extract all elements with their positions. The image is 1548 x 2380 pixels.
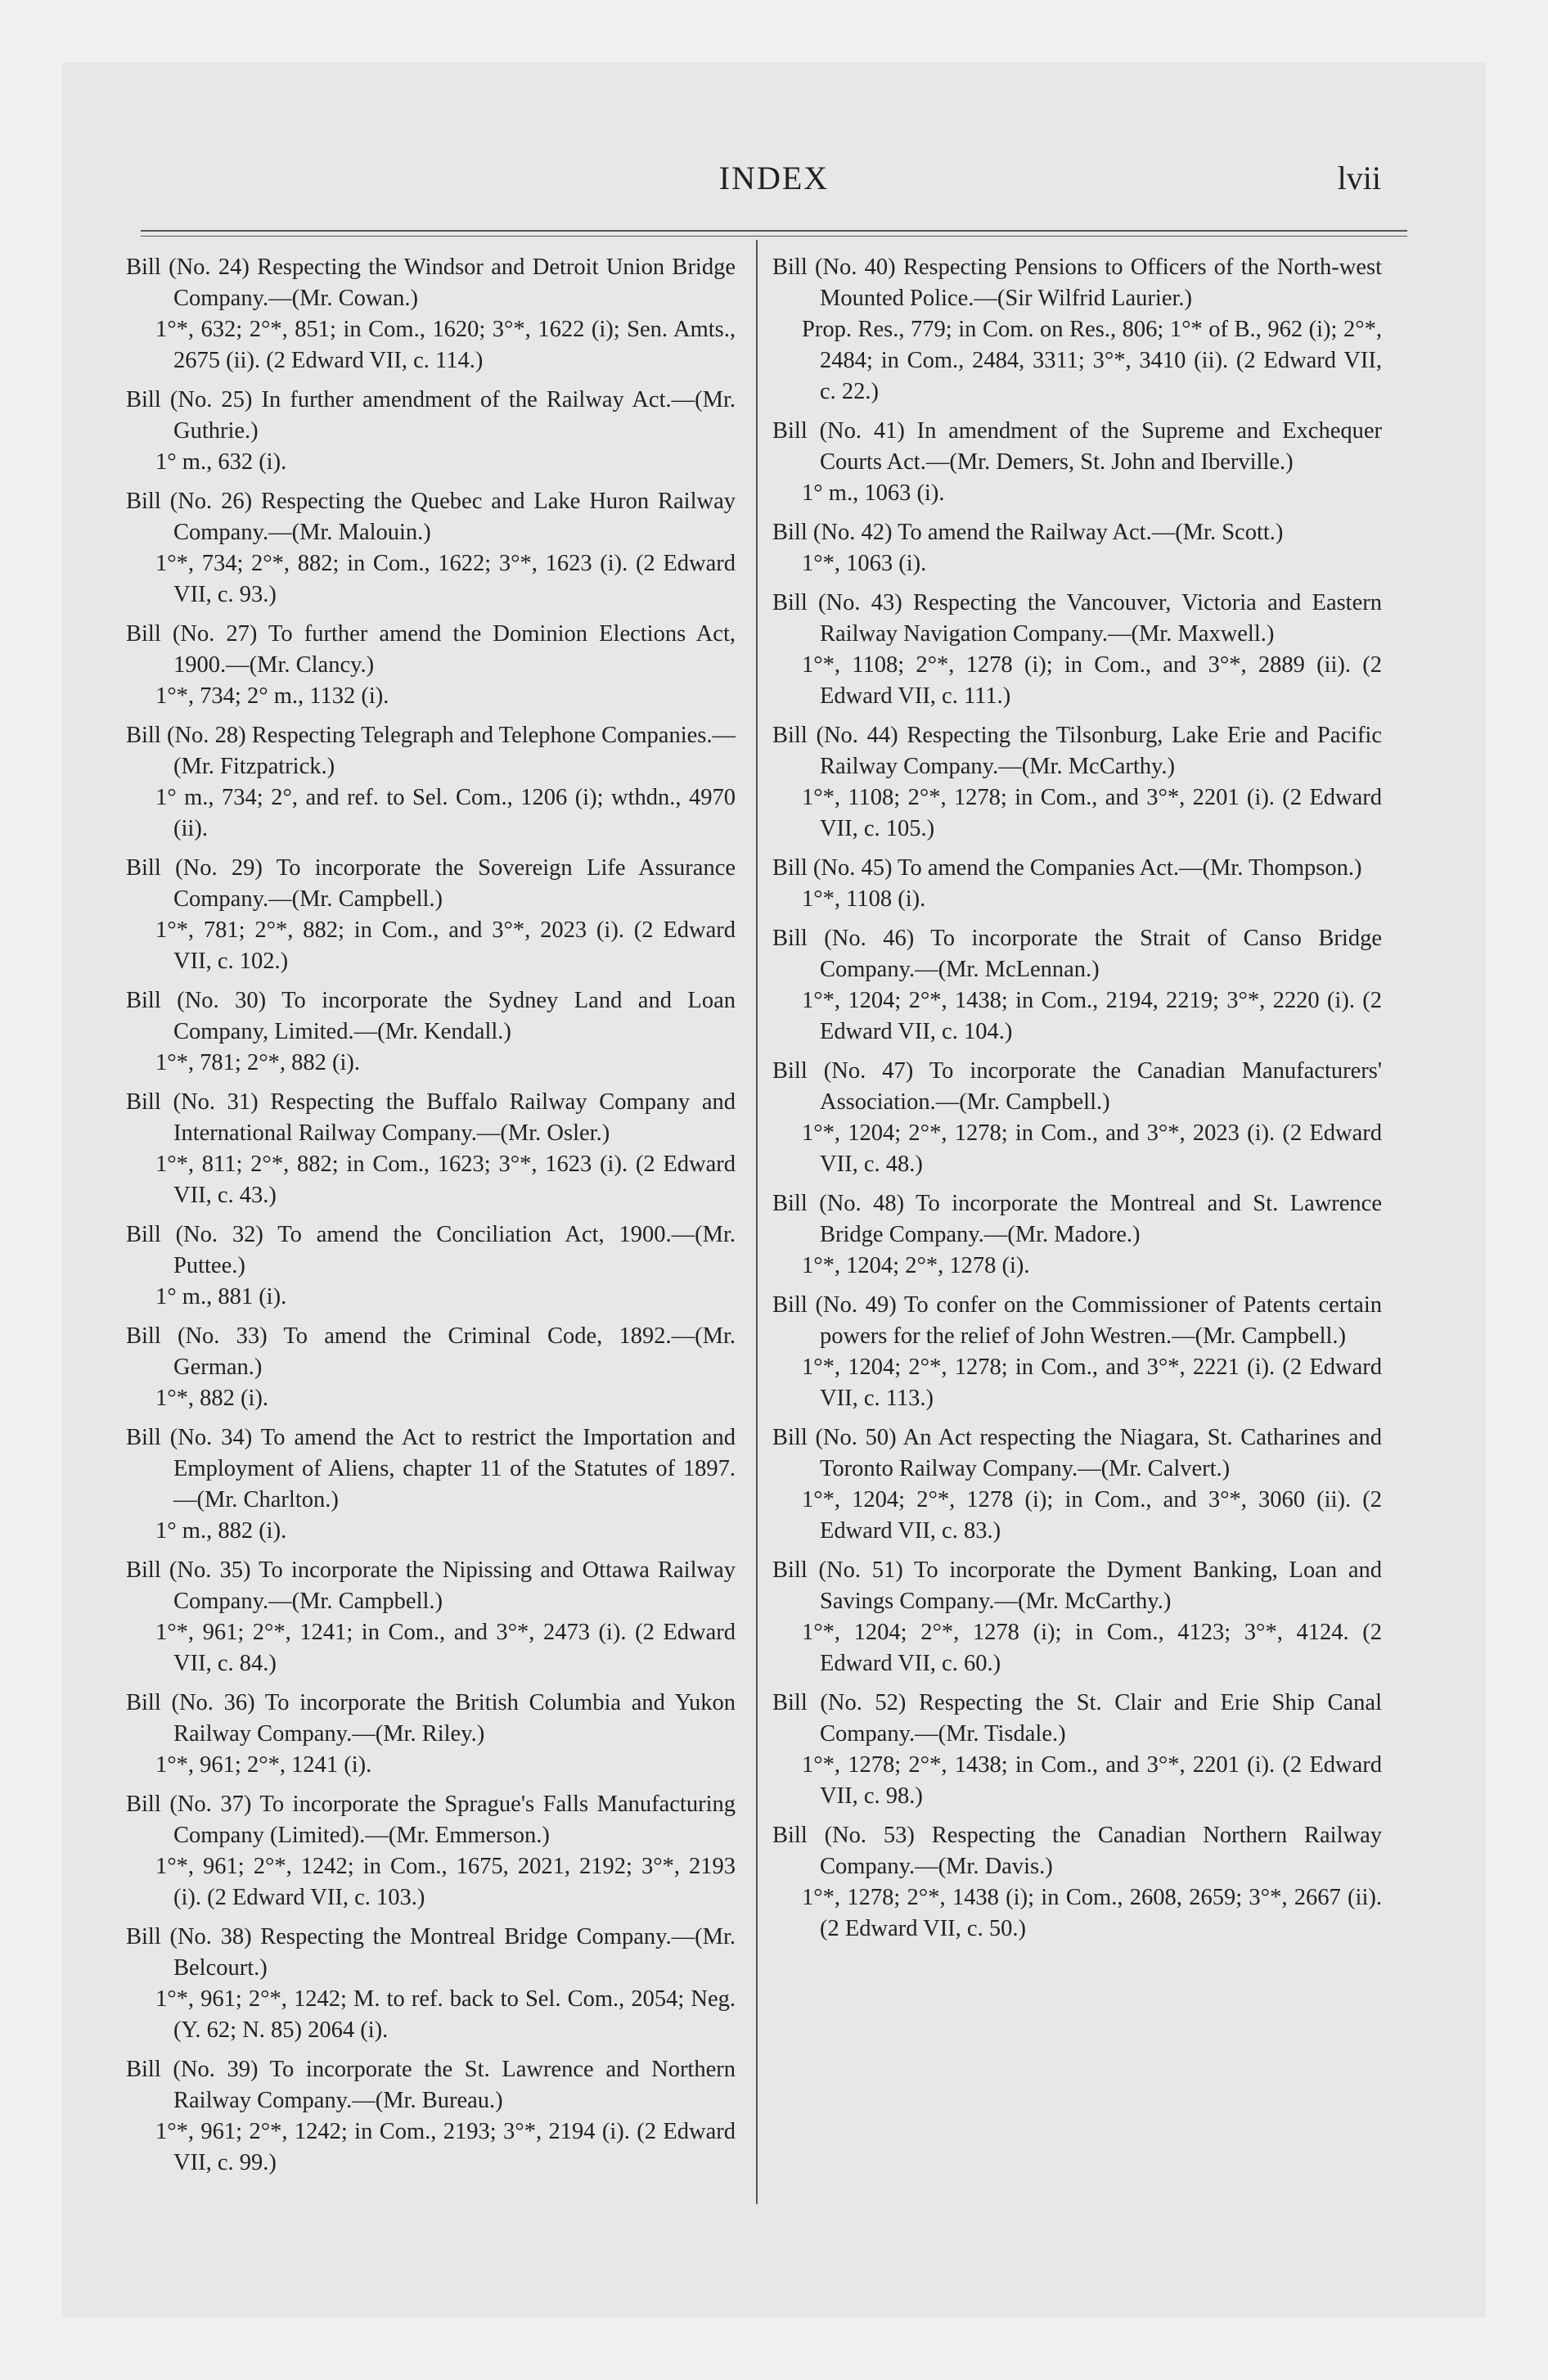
entry-heading: Bill (No. 44) Respecting the Tilsonburg, Lake Erie and Pacific Railway Company.—(Mr. McCarthy.) (772, 723, 1382, 779)
entry-detail: 1°*, 781; 2°*, 882 (i). (155, 1050, 360, 1075)
entry-heading: Bill (No. 50) An Act respecting the Niagara, St. Catharines and Toronto Railway Company.—(Mr. Calvert.) (772, 1425, 1382, 1481)
entry-detail: 1°*, 1278; 2°*, 1438 (i); in Com., 2608, 2659; 3°*, 2667 (ii). (2 Edward VII, c. 50.) (802, 1885, 1382, 1941)
entry-heading: Bill (No. 48) To incorporate the Montreal and St. Lawrence Bridge Company.—(Mr. Madore.) (772, 1191, 1382, 1247)
right-column (772, 252, 1382, 1953)
index-entry (126, 1688, 736, 1781)
index-entry (126, 1219, 736, 1313)
index-entry (772, 1820, 1382, 1945)
left-column (126, 252, 736, 2187)
entry-detail: 1° m., 881 (i). (155, 1284, 287, 1309)
entry-detail: 1°*, 1108; 2°*, 1278 (i); in Com., and 3°*, 2889 (ii). (2 Edward VII, c. 111.) (802, 652, 1382, 709)
page-number: lvii (1337, 160, 1381, 196)
entry-heading: Bill (No. 37) To incorporate the Sprague's Falls Manufacturing Company (Limited).—(Mr. Emmerson.) (126, 1792, 736, 1848)
entry-heading: Bill (No. 52) Respecting the St. Clair and Erie Ship Canal Company.—(Mr. Tisdale.) (772, 1690, 1382, 1747)
index-entry (126, 486, 736, 611)
entry-detail: 1° m., 632 (i). (155, 449, 287, 475)
index-entry (772, 588, 1382, 712)
entry-heading: Bill (No. 42) To amend the Railway Act.—(Mr. Scott.) (772, 520, 1284, 545)
index-entry (772, 517, 1382, 579)
index-entry (772, 1056, 1382, 1180)
entry-detail: Prop. Res., 779; in Com. on Res., 806; 1°* of B., 962 (i); 2°*, 2484; in Com., 2484, 3311; 3°*, 3410 (ii). (2 Edward VII, c. 22.) (802, 317, 1382, 404)
entry-heading: Bill (No. 38) Respecting the Montreal Bridge Company.—(Mr. Belcourt.) (126, 1924, 736, 1981)
index-entry (126, 619, 736, 712)
entry-heading: Bill (No. 24) Respecting the Windsor and Detroit Union Bridge Company.—(Mr. Cowan.) (126, 255, 736, 311)
entry-heading: Bill (No. 49) To confer on the Commissioner of Patents certain powers for the relief of John Westren.—(Mr. Campbell.) (772, 1292, 1382, 1349)
page-title: INDEX (718, 160, 830, 196)
entry-detail: 1°*, 1204; 2°*, 1278 (i). (802, 1253, 1030, 1278)
index-entry (772, 252, 1382, 408)
entry-heading: Bill (No. 29) To incorporate the Sovereign Life Assurance Company.—(Mr. Campbell.) (126, 855, 736, 912)
index-entry (126, 1422, 736, 1547)
entry-heading: Bill (No. 26) Respecting the Quebec and Lake Huron Railway Company.—(Mr. Malouin.) (126, 489, 736, 545)
entry-heading: Bill (No. 32) To amend the Conciliation Act, 1900.—(Mr. Puttee.) (126, 1222, 736, 1278)
entry-detail: 1°*, 1204; 2°*, 1278 (i); in Com., 4123; 3°*, 4124. (2 Edward VII, c. 60.) (802, 1620, 1382, 1676)
entry-detail: 1°*, 1108 (i). (802, 886, 926, 912)
entry-heading: Bill (No. 46) To incorporate the Strait of Canso Bridge Company.—(Mr. McLennan.) (772, 926, 1382, 982)
entry-detail: 1°*, 961; 2°*, 1242; in Com., 2193; 3°*, 2194 (i). (2 Edward VII, c. 99.) (155, 2119, 736, 2175)
index-entry (772, 416, 1382, 509)
entry-heading: Bill (No. 51) To incorporate the Dyment Banking, Loan and Savings Company.—(Mr. McCarthy.) (772, 1557, 1382, 1614)
entry-heading: Bill (No. 35) To incorporate the Nipissing and Ottawa Railway Company.—(Mr. Campbell.) (126, 1557, 736, 1614)
entry-detail: 1°*, 961; 2°*, 1241 (i). (155, 1752, 372, 1778)
entry-heading: Bill (No. 47) To incorporate the Canadian Manufacturers' Association.—(Mr. Campbell.) (772, 1058, 1382, 1115)
entry-detail: 1°*, 811; 2°*, 882; in Com., 1623; 3°*, 1623 (i). (2 Edward VII, c. 43.) (155, 1152, 736, 1208)
entry-heading: Bill (No. 25) In further amendment of the Railway Act.—(Mr. Guthrie.) (126, 387, 736, 444)
entry-detail: 1°*, 1204; 2°*, 1278 (i); in Com., and 3°*, 3060 (ii). (2 Edward VII, c. 83.) (802, 1487, 1382, 1544)
index-entry (772, 923, 1382, 1048)
index-entry (126, 1922, 736, 2046)
index-entry (772, 1422, 1382, 1547)
column-divider (756, 240, 758, 2204)
index-entry (772, 1188, 1382, 1282)
entry-heading: Bill (No. 41) In amendment of the Supreme and Exchequer Courts Act.—(Mr. Demers, St. John and Iberville.) (772, 418, 1382, 475)
index-entry (126, 720, 736, 845)
entry-heading: Bill (No. 30) To incorporate the Sydney Land and Loan Company, Limited.—(Mr. Kendall.) (126, 988, 736, 1044)
index-page (62, 62, 1486, 2318)
index-entry (126, 385, 736, 478)
entry-detail: 1° m., 882 (i). (155, 1518, 287, 1544)
index-entry (126, 985, 736, 1079)
entry-detail: 1°*, 1204; 2°*, 1438; in Com., 2194, 2219; 3°*, 2220 (i). (2 Edward VII, c. 104.) (802, 988, 1382, 1044)
index-entry (126, 1789, 736, 1913)
entry-detail: 1°*, 1063 (i). (802, 551, 927, 576)
entry-detail: 1°*, 961; 2°*, 1242; in Com., 1675, 2021, 2192; 3°*, 2193 (i). (2 Edward VII, c. 103.) (155, 1854, 736, 1910)
entry-detail: 1°*, 1204; 2°*, 1278; in Com., and 3°*, 2221 (i). (2 Edward VII, c. 113.) (802, 1355, 1382, 1411)
entry-heading: Bill (No. 28) Respecting Telegraph and Telephone Companies.—(Mr. Fitzpatrick.) (126, 723, 736, 779)
entry-heading: Bill (No. 39) To incorporate the St. Lawrence and Northern Railway Company.—(Mr. Bureau.) (126, 2057, 736, 2113)
index-entry (772, 720, 1382, 845)
entry-detail: 1° m., 1063 (i). (802, 480, 945, 506)
entry-heading: Bill (No. 27) To further amend the Dominion Elections Act, 1900.—(Mr. Clancy.) (126, 621, 736, 678)
page-header (62, 159, 1486, 208)
entry-detail: 1° m., 734; 2°, and ref. to Sel. Com., 1206 (i); wthdn., 4970 (ii). (155, 785, 736, 841)
entry-detail: 1°*, 734; 2°*, 882; in Com., 1622; 3°*, 1623 (i). (2 Edward VII, c. 93.) (155, 551, 736, 607)
index-entry (772, 1688, 1382, 1812)
index-entry (126, 853, 736, 977)
index-entry (772, 1555, 1382, 1679)
index-entry (126, 252, 736, 376)
entry-heading: Bill (No. 43) Respecting the Vancouver, Victoria and Eastern Railway Navigation Company.—(Mr. Maxwell.) (772, 590, 1382, 647)
index-entry (126, 2054, 736, 2179)
entry-heading: Bill (No. 33) To amend the Criminal Code, 1892.—(Mr. German.) (126, 1323, 736, 1380)
entry-heading: Bill (No. 40) Respecting Pensions to Officers of the North-west Mounted Police.—(Sir Wilfrid Laurier.) (772, 255, 1382, 311)
entry-heading: Bill (No. 36) To incorporate the British Columbia and Yukon Railway Company.—(Mr. Riley.) (126, 1690, 736, 1747)
header-rule (141, 230, 1407, 232)
entry-detail: 1°*, 632; 2°*, 851; in Com., 1620; 3°*, 1622 (i); Sen. Amts., 2675 (ii). (2 Edward VII, c. 114.) (155, 317, 736, 373)
index-entry (772, 1290, 1382, 1414)
entry-heading: Bill (No. 53) Respecting the Canadian Northern Railway Company.—(Mr. Davis.) (772, 1823, 1382, 1879)
index-entry (126, 1555, 736, 1679)
index-entry (772, 853, 1382, 915)
entry-detail: 1°*, 1108; 2°*, 1278; in Com., and 3°*, 2201 (i). (2 Edward VII, c. 105.) (802, 785, 1382, 841)
entry-heading: Bill (No. 31) Respecting the Buffalo Railway Company and International Railway Company.—(Mr. Osler.) (126, 1089, 736, 1146)
entry-detail: 1°*, 1278; 2°*, 1438; in Com., and 3°*, 2201 (i). (2 Edward VII, c. 98.) (802, 1752, 1382, 1809)
entry-detail: 1°*, 781; 2°*, 882; in Com., and 3°*, 2023 (i). (2 Edward VII, c. 102.) (155, 917, 736, 974)
entry-detail: 1°*, 734; 2° m., 1132 (i). (155, 683, 389, 709)
entry-heading: Bill (No. 34) To amend the Act to restrict the Importation and Employment of Aliens, chapter 11 of the Statutes of 1897.—(Mr. Charlton.) (126, 1425, 736, 1512)
entry-detail: 1°*, 882 (i). (155, 1386, 269, 1411)
entry-detail: 1°*, 961; 2°*, 1241; in Com., and 3°*, 2473 (i). (2 Edward VII, c. 84.) (155, 1620, 736, 1676)
entry-detail: 1°*, 1204; 2°*, 1278; in Com., and 3°*, 2023 (i). (2 Edward VII, c. 48.) (802, 1120, 1382, 1177)
header-rule-thin (141, 236, 1407, 237)
entry-detail: 1°*, 961; 2°*, 1242; M. to ref. back to Sel. Com., 2054; Neg. (Y. 62; N. 85) 2064 (i). (155, 1986, 736, 2043)
index-entry (126, 1321, 736, 1414)
index-entry (126, 1087, 736, 1211)
entry-heading: Bill (No. 45) To amend the Companies Act.—(Mr. Thompson.) (772, 855, 1362, 881)
